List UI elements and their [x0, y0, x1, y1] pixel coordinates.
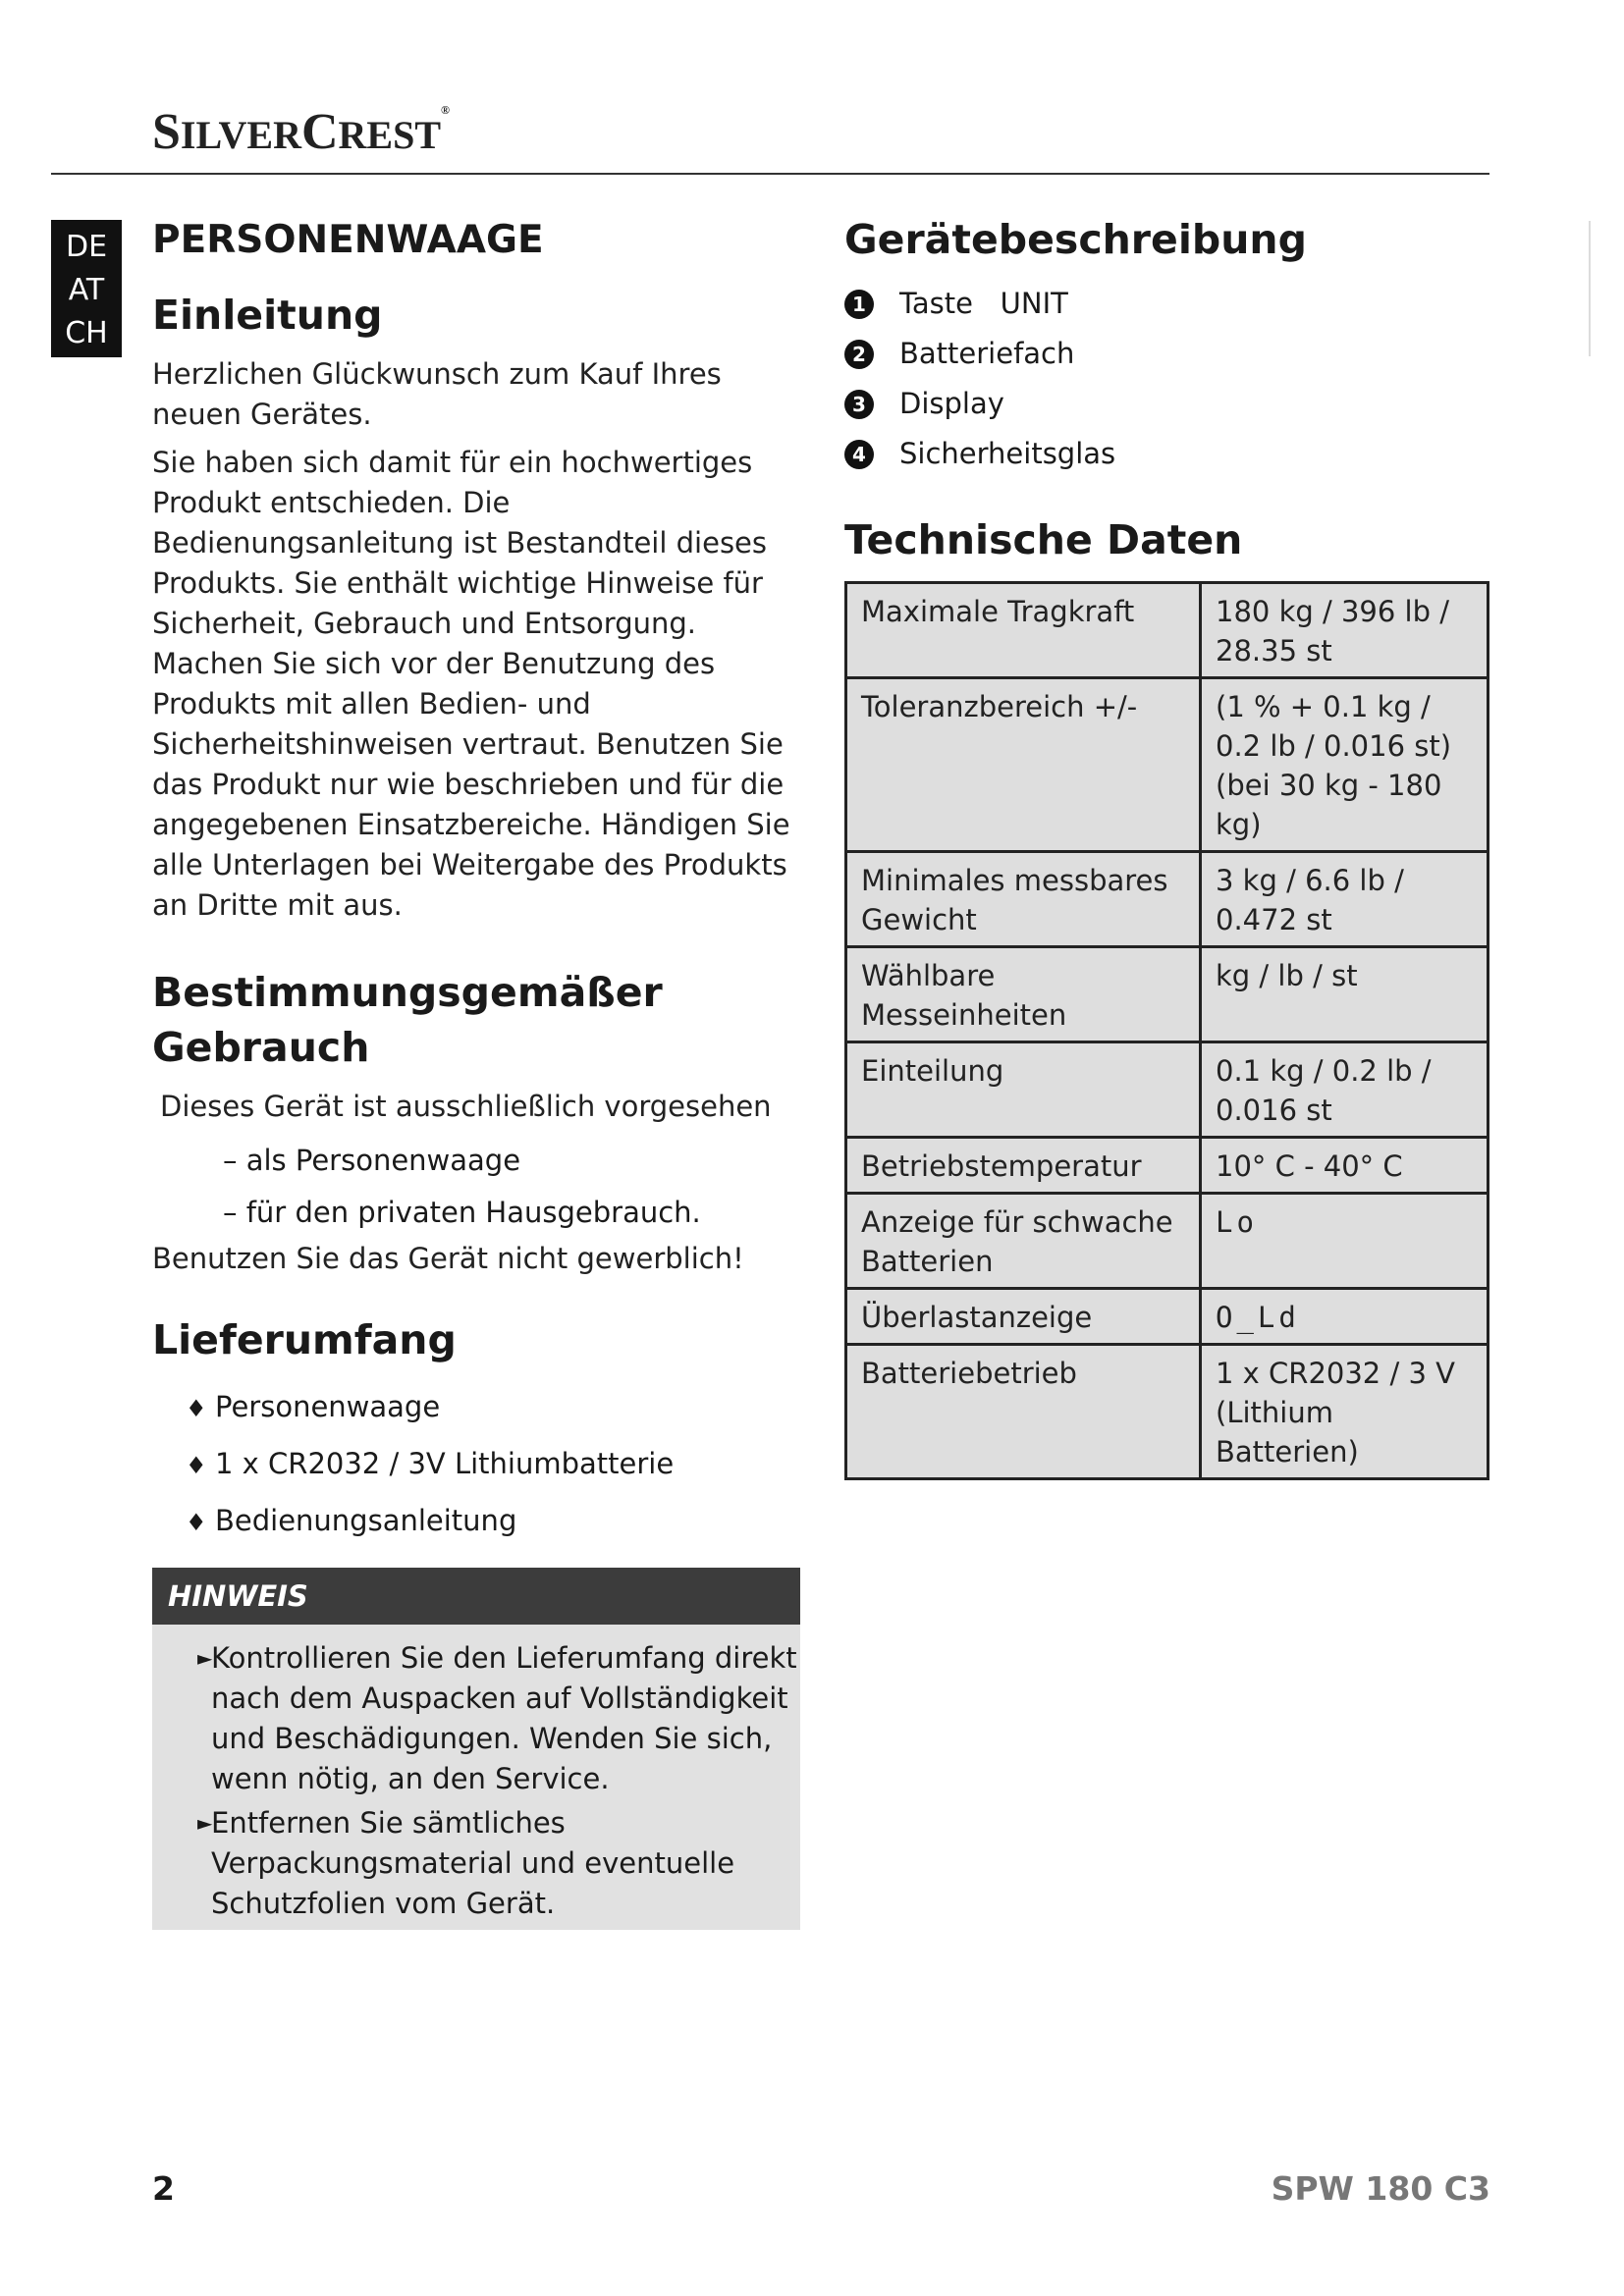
diamond-bullet-icon: ♦ [186, 1509, 207, 1536]
list-item: 4 Sicherheitsglas [844, 429, 1489, 479]
diamond-bullet-icon: ♦ [186, 1395, 207, 1422]
list-item: 2 Batteriefach [844, 329, 1489, 379]
page-title: PERSONENWAAGE [152, 218, 544, 262]
intro-paragraph-2: Sie haben sich damit für ein hochwertiges Produkt entschieden. Die Bedienungsanleitung ist Bestandteil dieses Produkts. Sie enthält wichtige Hinweise für Sicherheit, Gebrauch und Entsorgung. Machen Sie sich vor der Benutzung des Produkts mit allen Bedien- und Sicherheitshinweisen vertraut. Benutzen Sie das Produkt nur wie beschrieben und für die angegebenen Einsatzbereiche. Händigen Sie alle Unterlagen bei Weitergabe des Produkts an Dritte mit aus. [152, 446, 790, 922]
parts-list [844, 279, 1489, 479]
lang-de: DE [65, 230, 108, 264]
tech-heading: Technische Daten [844, 516, 1243, 563]
notice-item: ► Entfernen Sie sämtliches Verpackungsmaterial und eventuelle Schutzfolien vom Gerät. [152, 1803, 800, 1924]
intended-use-note: Benutzen Sie das Gerät nicht gewerblich! [152, 1242, 744, 1275]
number-badge-icon: 1 [844, 290, 874, 319]
table-row: Betriebstemperatur 10° C - 40° C [846, 1138, 1489, 1194]
left-column [152, 218, 800, 1930]
brand-logo: SILVERCREST® [152, 103, 450, 160]
right-column [844, 218, 1489, 1480]
lang-ch: CH [65, 316, 108, 350]
table-row: Maximale Tragkraft 180 kg / 396 lb / 28.35 st [846, 583, 1489, 678]
table-row: Anzeige für schwache Batterien Lo [846, 1194, 1489, 1289]
language-tab [51, 220, 122, 357]
intended-use-item: – für den privaten Hausgebrauch. [223, 1196, 701, 1229]
delivery-list [152, 1379, 800, 1550]
header-rule [51, 173, 1489, 175]
table-row: Minimales messbares Gewicht 3 kg / 6.6 lb / 0.472 st [846, 852, 1489, 947]
intro-paragraph-1: Herzlichen Glückwunsch zum Kauf Ihres neuen Gerätes. [152, 357, 722, 431]
lang-at: AT [68, 273, 105, 307]
intended-use-item: – als Personenwaage [223, 1144, 521, 1177]
list-item: 1 Taste UNIT [844, 279, 1489, 329]
intro-heading: Einleitung [152, 292, 383, 339]
arrow-right-icon: ► [197, 1811, 213, 1835]
number-badge-icon: 3 [844, 390, 874, 419]
intended-use-heading: Bestimmungsgemäßer Gebrauch [152, 969, 663, 1071]
delivery-heading: Lieferumfang [152, 1316, 457, 1363]
table-row: Toleranzbereich +/- (1 % + 0.1 kg / 0.2 lb / 0.016 st) (bei 30 kg - 180 kg) [846, 678, 1489, 852]
lcd-low-battery: Lo [1201, 1194, 1489, 1289]
list-item: ♦ Personenwaage [186, 1379, 800, 1436]
diamond-bullet-icon: ♦ [186, 1452, 207, 1479]
table-row: Überlastanzeige O_Ld [846, 1289, 1489, 1345]
parts-heading: Gerätebeschreibung [844, 216, 1307, 263]
list-item: 3 Display [844, 379, 1489, 429]
table-row: Einteilung 0.1 kg / 0.2 lb / 0.016 st [846, 1042, 1489, 1138]
list-item: ♦ 1 x CR2032 / 3V Lithiumbatterie [186, 1436, 800, 1493]
list-item: ♦ Bedienungsanleitung [186, 1493, 800, 1550]
number-badge-icon: 4 [844, 440, 874, 469]
spec-table [844, 581, 1489, 1480]
notice-item: ► Kontrollieren Sie den Lieferumfang direkt nach dem Auspacken auf Vollständigkeit und Beschädigungen. Wenden Sie sich, wenn nötig, an den Service. [152, 1638, 800, 1799]
notice-box [152, 1568, 800, 1930]
lcd-overload: O_Ld [1201, 1289, 1489, 1345]
notice-title: HINWEIS [152, 1568, 800, 1625]
model-number: SPW 180 C3 [1271, 2169, 1490, 2208]
number-badge-icon: 2 [844, 340, 874, 369]
margin-mark [1589, 221, 1591, 356]
arrow-right-icon: ► [197, 1646, 213, 1670]
intended-use-intro: Dieses Gerät ist ausschließlich vorgesehen [160, 1090, 772, 1123]
page-number: 2 [152, 2169, 175, 2208]
table-row: Wählbare Messeinheiten kg / lb / st [846, 947, 1489, 1042]
table-row: Batteriebetrieb 1 x CR2032 / 3 V (Lithium Batterien) [846, 1345, 1489, 1479]
